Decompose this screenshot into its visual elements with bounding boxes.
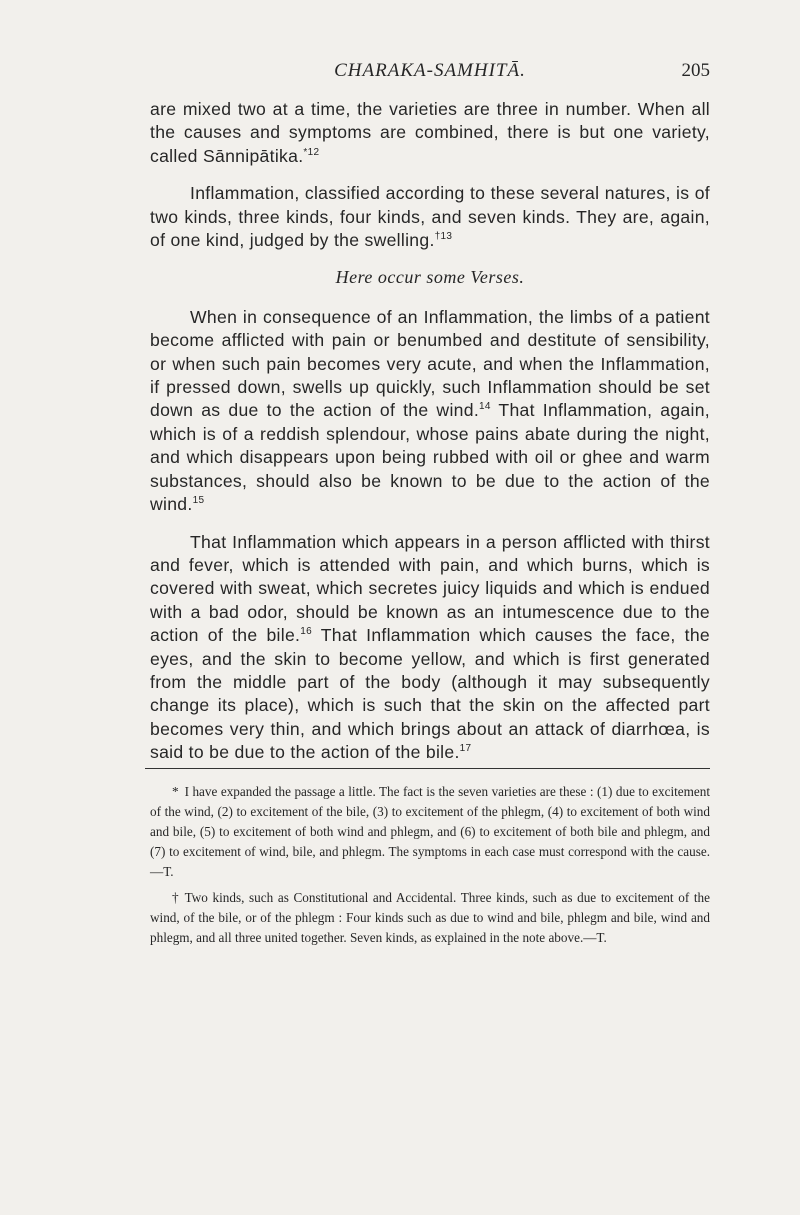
paragraph-text: That Inflammation, again, which is of a reddish splendour, whose pains abate during the night, and which disappears upon being rubbed with oil or ghee and warm substances, should also be known to be due to the action of the wind. [150,400,710,515]
paragraph [150,182,710,252]
page-number: 205 [681,60,710,81]
footnote-text: I have expanded the passage a little. The fact is the seven varieties are these : (1) due to excitement of the wind, (2) to excitement of the bile, (3) to excitement of the phlegm, (4) to excitement of both wind and bile, (5) to excitement of both wind and phlegm, and (6) to excitement of both bile and phlegm, and (7) to excitement of wind, bile, and phlegm. The symptoms in each case must correspond with the cause.—T. [150,784,710,879]
page-header [150,60,710,86]
footnote-mark: * [172,784,179,799]
paragraph-text: That Inflammation which appears in a person afflicted with thirst and fever, which is attended with pain, and which burns, which is covered with sweat, which secretes juicy liquids and which is endued with a bad odor, should be known as an intumescence due to the action of the bile. [150,531,710,646]
footnote-reference: 16 [300,626,312,638]
paragraph-continuation [150,98,710,168]
footnote-mark: † [172,890,179,905]
footnote-divider [145,768,710,769]
paragraph-text: When in consequence of an Inflammation, the limbs of a patient become afflicted with pain or benumbed and destitute of sensibility, or when such pain becomes very acute, and when the Inflammation, if pressed down, swells up quickly, such Inflammation should be set down as due to the action of the wind. [150,306,710,421]
footnote-reference: †13 [434,231,453,243]
footnote-reference: 14 [479,401,491,413]
footnote [150,782,710,882]
running-title: CHARAKA-SAMHITĀ. [334,60,526,81]
paragraph [150,531,710,765]
footnote-reference: *12 [303,146,320,158]
paragraph-text: That Inflammation which causes the face, the eyes, and the skin to become yellow, and which is first generated from the middle part of the body (although it may subsequently change its place), which is such that the skin on the affected part becomes very thin, and which brings about an attack of diarrhœa, is said to be due to the action of the bile. [150,625,710,763]
footnote-reference: 17 [459,743,472,755]
main-text [150,98,710,765]
paragraph [150,306,710,517]
paragraph-text: Inflammation, classified according to these several natures, is of two kinds, three kinds, four kinds, and seven kinds. They are, again, of one kind, judged by the swelling. [150,183,710,251]
footnote-reference: 15 [192,495,205,507]
footnote [150,888,710,948]
paragraph-text: are mixed two at a time, the varieties are three in number. When all the causes and symptoms are combined, there is but one variety, called Sānnipātika. [150,99,710,166]
footnotes [150,782,710,948]
footnote-text: Two kinds, such as Constitutional and Accidental. Three kinds, such as due to excitement of the wind, of the bile, or of the phlegm : Four kinds such as due to wind and bile, phlegm and bile, wind and phlegm, and all three united together. Seven kinds, as explained in the note above.—T. [150,890,710,945]
section-heading: Here occur some Verses. [335,267,525,288]
